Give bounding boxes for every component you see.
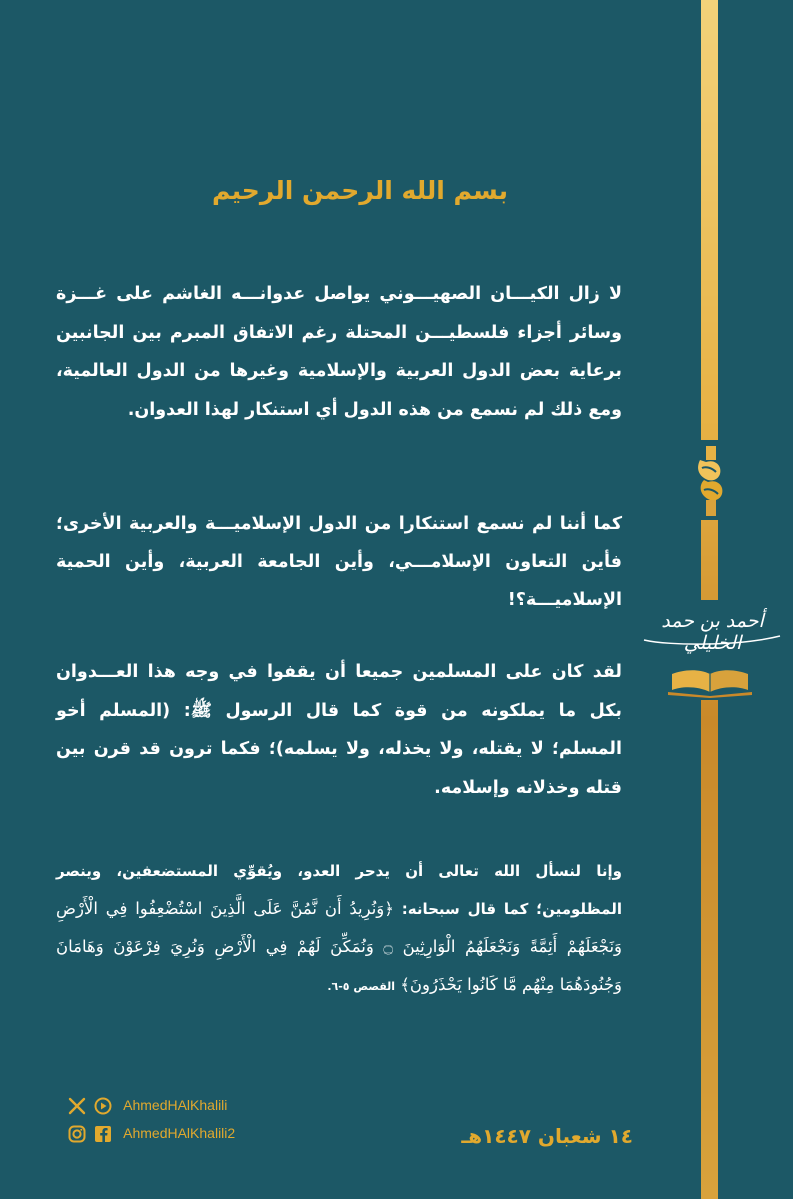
paragraph-2: كما أننا لم نسمع استنكارا من الدول الإسلاميـــة والعربية الأخرى؛ فأين التعاون الإسلامـــي، وأين الجامعة العربية، وأين الحمية الإسلاميـــة؟! bbox=[56, 514, 622, 610]
quran-verse: ﴿وَنُرِيدُ أَن نَّمُنَّ عَلَى الَّذِينَ اسْتُضْعِفُوا فِي الْأَرْضِ وَنَجْعَلَهُمْ أَئِمَّةً وَنَجْعَلَهُمُ الْوَارِثِينَ ۝ وَنُمَكِّنَ لَهُمْ فِي الْأَرْضِ وَنُرِيَ فِرْعَوْنَ وَهَامَانَ وَجُنُودَهُمَا مِنْهُم مَّا كَانُوا يَحْذَرُونَ﴾ bbox=[56, 899, 622, 994]
paragraph-4 bbox=[56, 852, 622, 1006]
date-label: ١٤ شعبان ١٤٤٧هـ bbox=[461, 1124, 633, 1148]
social-row-1 bbox=[68, 1097, 278, 1115]
social-row-2 bbox=[68, 1125, 278, 1143]
paragraph-3: لقد كان على المسلمين جميعا أن يقفوا في وجه هذا العـــدوان بكل ما يملكونه من قوة كما قال الرسول ﷺ: (المسلم أخو المسلم؛ لا يقتله، ولا يخذله، ولا يسلمه)؛ فكما ترون قد قرن بين قتله وخذلانه وإسلامه. bbox=[56, 662, 622, 798]
signature-logo bbox=[640, 606, 785, 654]
verse-reference: القصص ٥-٦. bbox=[327, 980, 396, 993]
signature-text: أحمد بن حمد الخليلي bbox=[661, 610, 764, 654]
page-title: بسم الله الرحمن الرحيم bbox=[212, 176, 508, 205]
paragraph-1: لا زال الكيـــان الصهيـــوني يواصل عدوانـــه الغاشم على غـــزة وسائر أجزاء فلسطيـــن المحتلة رغم الاتفاق المبرم بين الجانبين برعاية بعض الدول العربية والإسلامية وغيرها من الدول العالمية، ومع ذلك لم نسمع من هذه الدول أي استنكار لهذا العدوان. bbox=[56, 284, 622, 420]
social-handle-1[interactable]: AhmedHAlKhalili bbox=[123, 1097, 228, 1113]
open-book-icon bbox=[668, 668, 752, 698]
gold-rail bbox=[701, 0, 718, 1199]
handshake-icon bbox=[690, 446, 732, 516]
x-twitter-icon[interactable] bbox=[68, 1097, 86, 1115]
instagram-icon[interactable] bbox=[68, 1125, 86, 1143]
facebook-icon[interactable] bbox=[94, 1125, 112, 1143]
youtube-icon[interactable] bbox=[94, 1097, 112, 1115]
social-handle-2[interactable]: AhmedHAlKhalili2 bbox=[123, 1125, 236, 1141]
paragraph-4-intro: وإنا لنسأل الله تعالى أن يدحر العدو، ويُقوِّي المستضعفين، وينصر المظلومين؛ كما قال سبحانه: bbox=[56, 862, 622, 918]
